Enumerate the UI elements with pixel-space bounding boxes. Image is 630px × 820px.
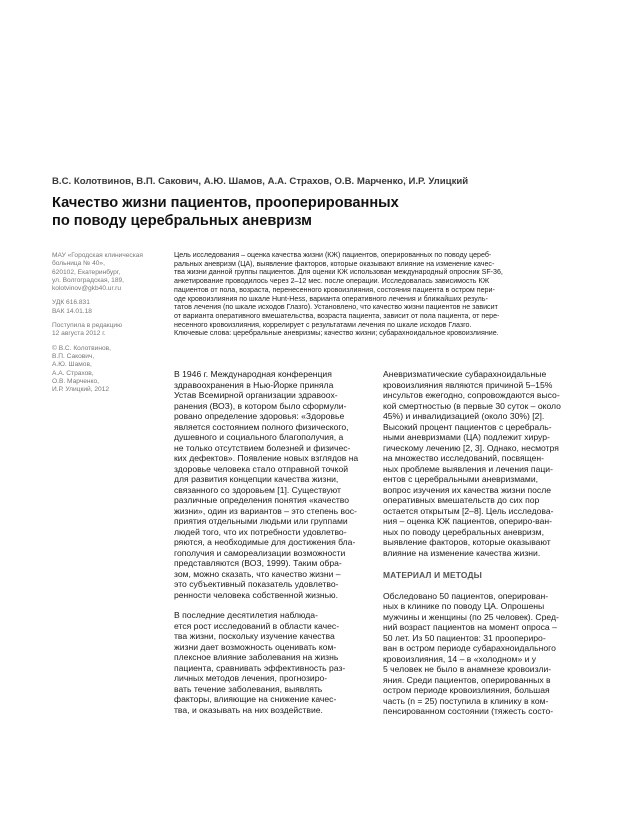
text-line: людей того, что их потребности удовлетво- [174,526,347,537]
section-heading: МАТЕРИАЛ И МЕТОДЫ [383,570,483,580]
text-line: кровоизлияния являются причиной 5–15% [383,379,553,390]
text-line: 5 человек не было в анамнезе кровоизли- [383,664,552,674]
text-line: влияние на изменение качества жизни. [383,547,541,558]
body-column-right [383,369,588,717]
abstract-line: ральных аневризм (ЦА), выявление факторов, которые оказывают влияние на изменение качес- [174,259,495,268]
text-line: гополучия и самореализации возможности [174,547,346,558]
text-line: кой смертностью (в первые 30 суток – около [383,400,561,411]
text-line: ровано определение здоровья: «Здоровье [174,411,345,421]
text-line: различные определения понятия «качество [174,495,350,505]
copyright-line: В.П. Сакович, [52,352,95,360]
text-line: остром периоде кровоизлияния, большая [383,685,550,695]
text-line: связанного со здоровьем [1]. Существуют [174,484,341,495]
text-line: ных в клинике по поводу ЦА. Опрошены [383,601,545,611]
text-line: ных по поводу церебральных аневризм, [383,526,544,537]
abstract [174,251,584,338]
text-line: мужчины и женщины (по 25 человек). Сред- [383,611,559,622]
affiliation-line: МАУ «Городская клиническая [52,252,143,259]
body-column-left [174,369,374,715]
text-line: пациента, сравнивать эффективность раз- [174,662,346,673]
received-line: 12 августа 2012 г. [52,330,106,338]
text-line: Устав Всемирной организации здравоох- [174,390,338,400]
text-line: Аневризматические субарахноидальные [383,369,547,379]
text-line: плексное влияние заболевания на жизнь [174,652,339,662]
text-line: яния. Среди пациентов, оперированных в [383,674,551,685]
text-line: выявление факторов, которые оказывают [383,537,551,547]
text-line: В последние десятилетия наблюда- [174,610,318,620]
text-line: 50 лет. Из 50 пациентов: 31 проопериро- [383,632,546,643]
text-line: гическому лечению [2, 3]. Однако, несмотря [383,442,559,453]
copyright-line: © В.С. Колотвинов, [52,344,112,352]
affiliation-line: ул. Волгоградская, 189, [52,276,125,284]
sidebar-meta [52,252,170,394]
text-line: представляются (ВОЗ, 1999). Таким обра- [174,558,342,568]
udk-line: ВАК 14.01.18 [52,307,92,315]
text-line: личных методов лечения, прогнозиро- [174,673,328,683]
text-line: вопрос изучения их качества жизни после [383,484,552,495]
text-line: пенсированном состоянии (тяжесть состо- [383,706,554,716]
abstract-line: оде кровоизлияния по шкале Hunt-Hess, варианта оперативного лечения и ближайших резуль- [174,294,488,303]
received-line: Поступила в редакцию [52,322,123,330]
paragraph [383,369,588,558]
text-line: кровоизлияния, 14 – в «холодном» и у [383,653,537,664]
text-line: Высокий процент пациентов с церебраль- [383,421,552,432]
text-line: является состоянием полного физического, [174,421,349,432]
article-title [52,195,452,230]
text-line: ван в остром периоде субарахноидального [383,643,556,653]
text-line: вать течение заболевания, выявлять [174,683,323,694]
abstract-line: Цель исследования – оценка качества жизни (КЖ) пациентов, оперированных по поводу цереб- [174,251,492,259]
affiliation-line: больница № 40», [52,260,105,268]
copyright [52,345,170,395]
text-line: ряются, а необходимые для достижения бла- [174,537,356,547]
abstract-line: татов лечения (по шкале исходов Глазго). Установлено, что качество жизни пациентов не зависит [174,303,498,312]
author-list: В.С. Колотвинов, В.П. Сакович, А.Ю. Шамов, А.А. Страхов, О.В. Марченко, И.Р. Улицкий [52,176,469,187]
text-line: ний возраст пациентов на момент опроса – [383,622,557,632]
paragraph [383,591,588,717]
text-line: это субъективный показатель удовлетво- [174,579,339,589]
text-line: ких дефектов». Появление новых взглядов на [174,453,359,463]
text-line: 45%) и инвалидизацией (около 30%) [2]. [383,411,545,421]
text-line: зом, можно сказать, что качество жизни – [174,568,341,579]
abstract-line: несенного кровоизлияния, коррелирует с результатами лечения по шкале исходов Глазго. [174,320,472,329]
paragraph [174,610,374,715]
abstract-line: пациентов от пола, возраста, перенесенного кровоизлияния, состояния пациента в остром пери- [174,285,495,294]
text-line: ентов с церебральными аневризмами, [383,474,539,484]
affiliation [52,252,170,293]
text-line: жизни», один из вариантов – это степень вос- [174,505,357,516]
affiliation-line: 620102, Екатеринбург, [52,268,121,276]
text-line: для развития концепции качества жизни, [174,474,339,484]
udk-line: УДК 616.831 [52,299,90,307]
received-date [52,322,170,339]
text-line: приятия отдельными людьми или группами [174,516,348,526]
text-line: ранения (ВОЗ), в котором было сформули- [174,400,347,411]
copyright-line: А.Ю. Шамов, [52,361,92,369]
text-line: остается открытым [2–8]. Цель исследова- [383,505,554,516]
text-line: на множество исследований, посвящен- [383,453,545,463]
title-line: Качество жизни пациентов, прооперированных [52,195,399,211]
paragraph [174,369,374,600]
text-line: не только отсутствием болезней и физичес- [174,442,351,453]
copyright-line: А.А. Страхов, [52,369,94,377]
text-line: В 1946 г. Международная конференция [174,369,332,379]
text-line: оперативных вмешательств до сих пор [383,495,540,505]
abstract-line: от варианта оперативного вмешательства, возраста пациента, зависит от пола пациента, от пере- [174,311,500,320]
text-line: ренности человека собственной жизнью. [174,589,338,600]
keywords-line: Ключевые слова: церебральные аневризмы; качество жизни; субарахноидальное кровоизлияние. [174,329,499,338]
text-line: жизни дает возможность оценивать ком- [174,641,337,652]
copyright-line: И.Р. Улицкий, 2012 [52,386,110,394]
text-line: душевного и социального благополучия, а [174,432,344,442]
text-line: Обследовано 50 пациентов, оперирован- [383,590,549,601]
text-line: ных проблеме выявления и лечения паци- [383,463,553,474]
affiliation-line: kolotvinov@gkb40.ur.ru [52,285,122,293]
text-line: часть (n = 25) поступила в клинику в ком- [383,695,549,706]
abstract-line: тва жизни данной группы пациентов. Для оценки КЖ использован международный опросник SF-36, [174,268,503,277]
udk-codes [52,299,170,316]
text-line: здоровье человека стало отправной точкой [174,463,349,474]
text-line: инсультов ежегодно, сопровождаются высо- [383,390,560,400]
text-line: здравоохранения в Нью-Йорке приняла [174,379,334,390]
abstract-line: анкетирование проводилось через 2–12 мес. после операции. Исследовалась зависимость КЖ [174,277,490,286]
copyright-line: О.В. Марченко, [52,377,99,385]
title-line: по поводу церебральных аневризм [52,212,312,229]
text-line: ется рост исследований в области качес- [174,620,340,631]
text-line: ными аневризмами (ЦА) подлежит хирур- [383,432,550,442]
text-line: тва, и оказывать на них воздействие. [174,704,323,715]
text-line: ния – оценка КЖ пациентов, опериро-ван- [383,516,553,526]
text-line: тва жизни, поскольку изучение качества [174,631,335,641]
text-line: факторы, влияющие на снижение качес- [174,694,337,704]
